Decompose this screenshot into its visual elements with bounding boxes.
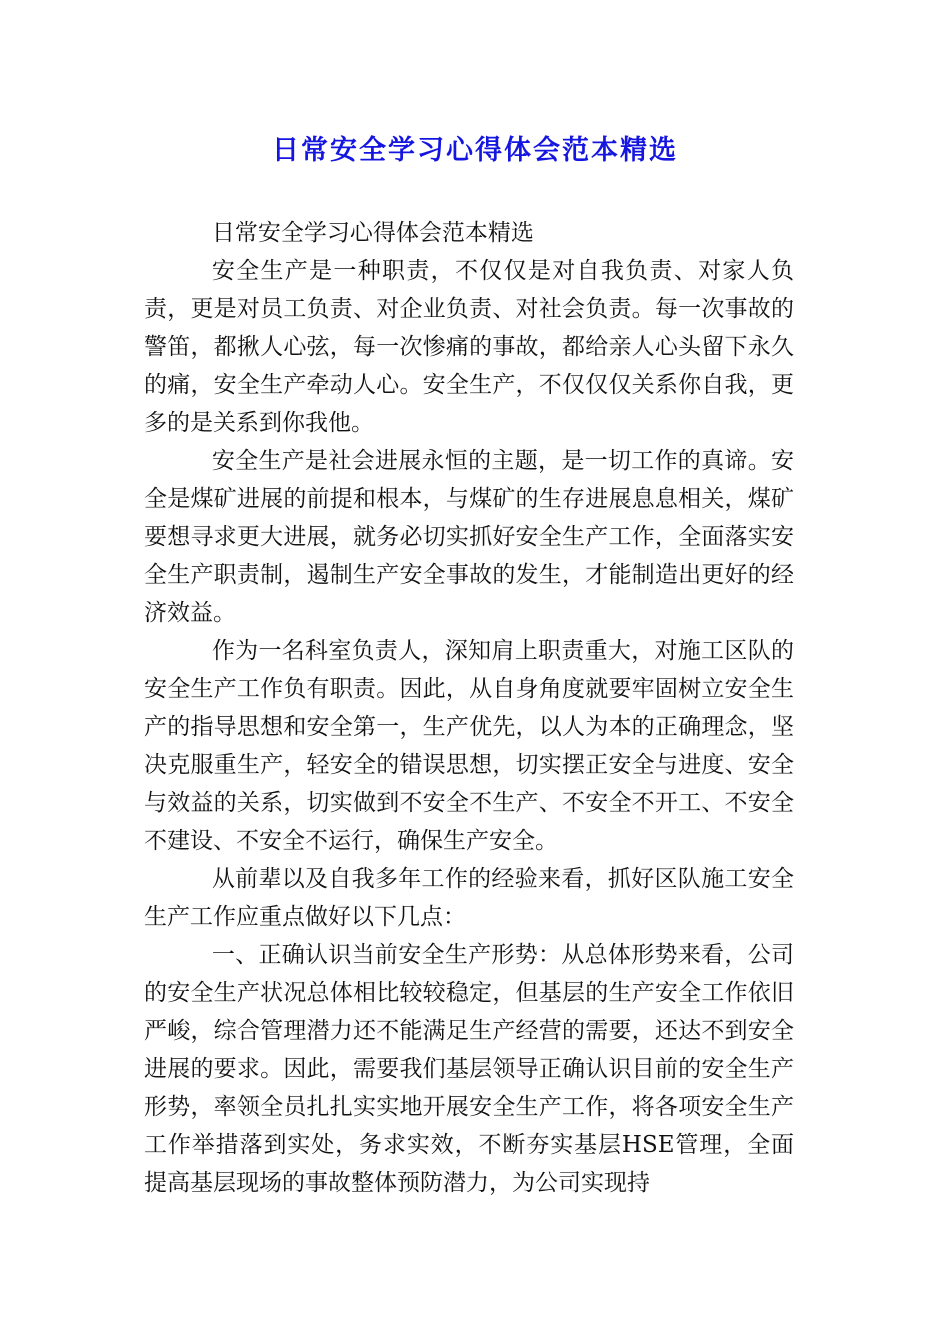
document-title: 日常安全学习心得体会范本精选 <box>272 135 678 166</box>
paragraph: 一、正确认识当前安全生产形势：从总体形势来看，公司的安全生产状况总体相比较较稳定，但基层的生产安全工作依旧严峻，综合管理潜力还不能满足生产经营的需要，还达不到安全进展的要求。因此，需要我们基层领导正确认识目前的安全生产形势，率领全员扎扎实实地开展安全生产工作，将各项安全生产工作举措落到实处，务求实效，不断夯实基层HSE管理，全面提高基层现场的事故整体预防潜力，为公司实现持 <box>144 942 794 1196</box>
paragraph: 作为一名科室负责人，深知肩上职责重大，对施工区队的安全生产工作负有职责。因此，从自身角度就要牢固树立安全生产的指导思想和安全第一，生产优先，以人为本的正确理念，坚决克服重生产，轻安全的错误思想，切实摆正安全与进度、安全与效益的关系，切实做到不安全不生产、不安全不开工、不安全不建设、不安全不运行，确保生产安全。 <box>144 638 794 854</box>
paragraph: 安全生产是一种职责，不仅仅是对自我负责、对家人负责，更是对员工负责、对企业负责、对社会负责。每一次事故的警笛，都揪人心弦，每一次惨痛的事故，都给亲人心头留下永久的痛，安全生产牵动人心。安全生产，不仅仅仅关系你自我，更多的是关系到你我他。 <box>144 258 794 436</box>
document-body <box>144 214 794 1202</box>
paragraph-subtitle: 日常安全学习心得体会范本精选 <box>211 220 534 246</box>
paragraph: 安全生产是社会进展永恒的主题，是一切工作的真谛。安全是煤矿进展的前提和根本，与煤矿的生存进展息息相关，煤矿要想寻求更大进展，就务必切实抓好安全生产工作，全面落实安全生产职责制，遏制生产安全事故的发生，才能制造出更好的经济效益。 <box>144 448 794 626</box>
paragraph: 从前辈以及自我多年工作的经验来看，抓好区队施工安全生产工作应重点做好以下几点： <box>144 866 794 930</box>
